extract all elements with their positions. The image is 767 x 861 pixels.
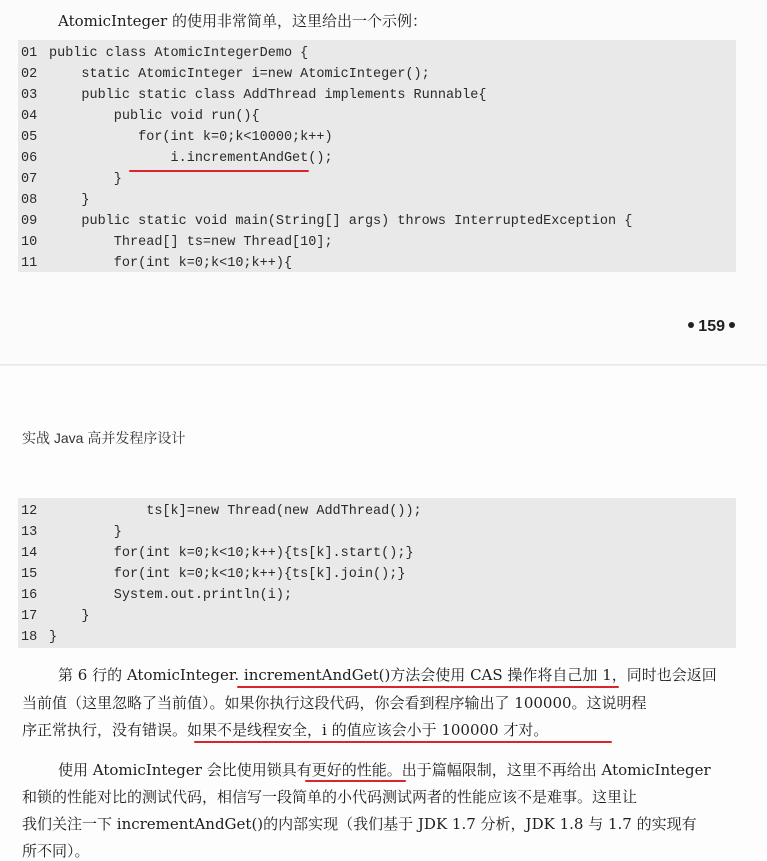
line-number: 06 bbox=[21, 151, 38, 166]
code-text: } bbox=[49, 525, 122, 540]
code-text: Thread[] ts=new Thread[10]; bbox=[49, 235, 333, 250]
page-number-text: 159 bbox=[698, 318, 725, 335]
code-line bbox=[18, 606, 90, 627]
annotation-underline bbox=[305, 780, 406, 782]
bullet-icon bbox=[688, 322, 694, 328]
code-line bbox=[18, 127, 333, 148]
code-line bbox=[18, 190, 90, 211]
code-line bbox=[18, 627, 57, 648]
code-line bbox=[18, 64, 430, 85]
running-header: 实战 Java 高并发程序设计 bbox=[22, 430, 186, 446]
code-listing-part-2 bbox=[18, 498, 736, 648]
page-number bbox=[684, 318, 739, 336]
code-text: public void run(){ bbox=[49, 109, 260, 124]
code-text: for(int k=0;k<10;k++){ bbox=[49, 256, 293, 271]
code-text: System.out.println(i); bbox=[49, 588, 293, 603]
code-text: } bbox=[49, 609, 90, 624]
code-text: for(int k=0;k<10;k++){ts[k].join();} bbox=[49, 567, 406, 582]
line-number: 16 bbox=[21, 588, 38, 603]
annotation-underline bbox=[194, 741, 612, 743]
paragraph-line: 第 6 行的 AtomicInteger. incrementAndGet()方法会使用 CAS 操作将自己加 1，同时也会返回 bbox=[58, 666, 717, 684]
line-number: 14 bbox=[21, 546, 38, 561]
line-number: 11 bbox=[21, 256, 38, 271]
code-text: } bbox=[49, 630, 58, 645]
line-number: 10 bbox=[21, 235, 38, 250]
code-text: static AtomicInteger i=new AtomicInteger(); bbox=[49, 67, 430, 82]
code-line bbox=[18, 169, 122, 190]
code-text: } bbox=[49, 172, 122, 187]
code-line bbox=[18, 585, 292, 606]
paragraph-line: 和锁的性能对比的测试代码，相信写一段简单的小代码测试两者的性能应该不是难事。这里让 bbox=[22, 788, 638, 806]
annotation-underline bbox=[237, 686, 619, 688]
paragraph-line: 当前值（这里忽略了当前值）。如果你执行这段代码，你会看到程序输出了 100000。这说明程 bbox=[22, 694, 647, 712]
code-line bbox=[18, 564, 405, 585]
line-number: 09 bbox=[21, 214, 38, 229]
line-number: 08 bbox=[21, 193, 38, 208]
line-number: 15 bbox=[21, 567, 38, 582]
code-line bbox=[18, 148, 333, 169]
code-line bbox=[18, 253, 292, 274]
code-line bbox=[18, 106, 260, 127]
paragraph-line: 使用 AtomicInteger 会比使用锁具有更好的性能。出于篇幅限制，这里不再给出 AtomicInteger bbox=[58, 761, 711, 779]
paragraph-line: 序正常执行，没有错误。如果不是线程安全，i 的值应该会小于 100000 才对。 bbox=[22, 721, 549, 739]
line-number: 02 bbox=[21, 67, 38, 82]
code-text: public static class AddThread implements Runnable{ bbox=[49, 88, 487, 103]
line-number: 18 bbox=[21, 630, 38, 645]
code-line bbox=[18, 543, 414, 564]
code-text: for(int k=0;k<10;k++){ts[k].start();} bbox=[49, 546, 414, 561]
code-line bbox=[18, 85, 486, 106]
bullet-icon bbox=[729, 322, 735, 328]
line-number: 13 bbox=[21, 525, 38, 540]
code-text: ts[k]=new Thread(new AddThread()); bbox=[49, 504, 422, 519]
line-number: 07 bbox=[21, 172, 38, 187]
code-line bbox=[18, 232, 333, 253]
code-text: public class AtomicIntegerDemo { bbox=[49, 46, 309, 61]
code-text: i.incrementAndGet(); bbox=[49, 151, 333, 166]
code-text: public static void main(String[] args) throws InterruptedException { bbox=[49, 214, 633, 229]
line-number: 04 bbox=[21, 109, 38, 124]
line-number: 03 bbox=[21, 88, 38, 103]
code-line bbox=[18, 43, 308, 64]
line-number: 17 bbox=[21, 609, 38, 624]
code-line bbox=[18, 211, 632, 232]
annotation-underline bbox=[129, 170, 309, 172]
page-159 bbox=[0, 0, 767, 366]
line-number: 05 bbox=[21, 130, 38, 145]
code-line bbox=[18, 501, 422, 522]
code-text: } bbox=[49, 193, 90, 208]
code-line bbox=[18, 522, 122, 543]
line-number: 12 bbox=[21, 504, 38, 519]
line-number: 01 bbox=[21, 46, 38, 61]
paragraph-line: 我们关注一下 incrementAndGet()的内部实现（我们基于 JDK 1.7 分析，JDK 1.8 与 1.7 的实现有 bbox=[22, 815, 697, 833]
intro-text: AtomicInteger 的使用非常简单，这里给出一个示例： bbox=[58, 12, 427, 30]
code-listing-part-1 bbox=[18, 40, 736, 272]
paragraph-line: 所不同）。 bbox=[22, 842, 90, 860]
code-text: for(int k=0;k<10000;k++) bbox=[49, 130, 333, 145]
